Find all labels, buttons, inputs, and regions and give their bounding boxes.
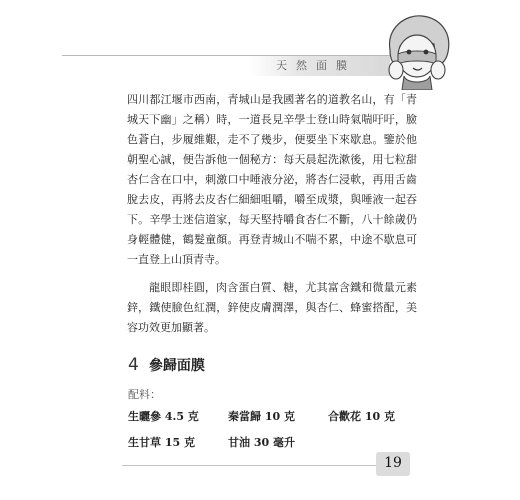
paragraph: 龍眼即桂圓，肉含蛋白質、糖，尤其富含鐵和微量元素鋅，鐵使臉色紅潤，鋅使皮膚潤澤，與杏仁、蜂蜜搭配，美容功效更加顯著。	[127, 281, 417, 334]
footer-rule	[122, 465, 410, 466]
ingredient-item: 甘油 30 毫升	[228, 436, 295, 449]
page-number: 19	[384, 455, 402, 471]
article-body	[127, 90, 417, 338]
section-number: 4	[128, 355, 139, 375]
running-header-title: 天然面膜	[276, 59, 356, 72]
ingredient-item: 秦當歸 10 克	[228, 410, 295, 423]
ingredient-item: 生曬參 4.5 克	[128, 410, 199, 423]
section-heading	[128, 355, 205, 375]
ingredient-item: 生甘草 15 克	[128, 436, 195, 449]
girl-mascot-icon	[376, 10, 456, 90]
paragraph: 四川都江堰市西南，青城山是我國著名的道教名山，有「青城天下幽」之稱）時，一道長見辛學士登山時氣喘吁吁，臉色蒼白，步履維艱，走不了幾步，便要坐下來歇息。鑒於他朝聖心誠，便告訴他一個秘方：每天晨起洗漱後，用七粒甜杏仁含在口中，刺激口中唾液分泌，將杏仁浸軟，再用舌齒脫去皮，再將去皮杏仁細細咀嚼，嚼至成漿，與唾液一起吞下。辛學士迷信道家，每天堅持嚼食杏仁不斷，八十餘歲仍身輕體健，鶴髮童顏。再登青城山不喘不累，中途不歇息可一直登上山頂青寺。	[127, 93, 417, 266]
ingredients-label: 配料：	[128, 388, 161, 401]
section-title: 參歸面膜	[148, 358, 205, 374]
ingredient-item: 合歡花 10 克	[328, 410, 395, 423]
ingredients-list	[128, 408, 418, 450]
